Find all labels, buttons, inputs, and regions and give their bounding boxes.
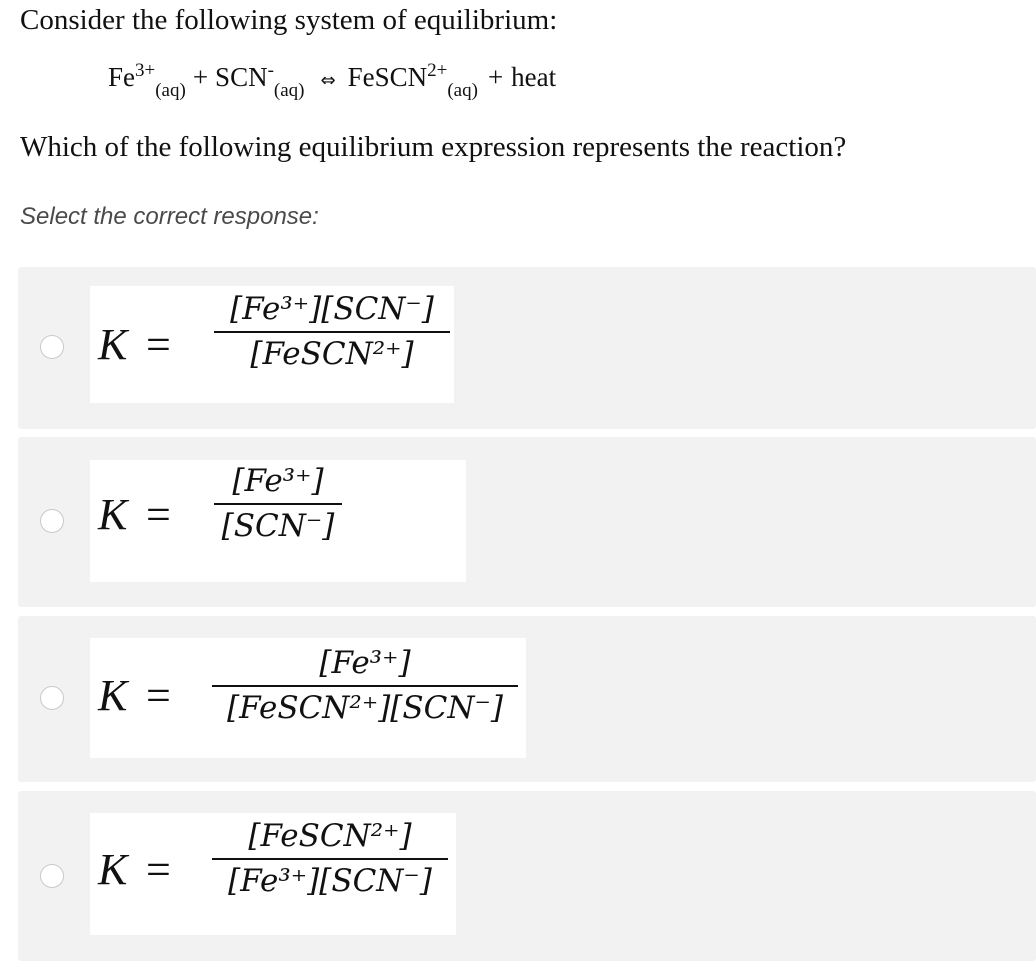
fraction: [214, 292, 450, 371]
k-symbol: K: [98, 320, 128, 369]
k-symbol: K: [98, 671, 128, 720]
fraction-bar: [212, 685, 518, 687]
reactant-scn-charge: -: [267, 60, 274, 81]
numerator: [Fe³⁺][SCN⁻]: [230, 291, 434, 327]
reactant-scn-symbol: SCN: [215, 62, 268, 92]
k-symbol: K: [98, 490, 128, 539]
formula-option-4: [90, 813, 456, 935]
product-heat: heat: [511, 62, 557, 92]
product-fescn: [347, 60, 478, 101]
reaction-equation: [108, 62, 556, 114]
response-instruction: Select the correct response:: [20, 203, 319, 230]
plus-sign: +: [192, 62, 209, 92]
radio-button-option-4[interactable]: [40, 864, 64, 888]
question-prompt: Which of the following equilibrium expression represents the reaction?: [20, 131, 847, 163]
reactant-fe-charge: 3+: [135, 60, 156, 81]
denominator: [SCN⁻]: [221, 508, 335, 545]
reactant-fe-symbol: Fe: [108, 62, 135, 92]
fraction: [212, 646, 518, 725]
product-fescn-state: (aq): [447, 80, 478, 101]
plus-sign: +: [487, 62, 504, 92]
answer-option-3[interactable]: [18, 616, 1036, 782]
radio-button-option-3[interactable]: [40, 686, 64, 710]
denominator: [FeSCN²⁺][SCN⁻]: [227, 690, 503, 727]
product-fescn-symbol: FeSCN: [347, 62, 428, 92]
formula-option-1: [90, 286, 454, 403]
equals-sign: =: [146, 320, 171, 369]
equals-sign: =: [146, 671, 171, 720]
equals-sign: =: [146, 490, 171, 539]
formula-option-3: [90, 638, 526, 758]
denominator: [FeSCN²⁺]: [250, 336, 414, 373]
reactant-fe-state: (aq): [155, 80, 186, 101]
numerator: [Fe³⁺]: [319, 645, 411, 681]
denominator: [Fe³⁺][SCN⁻]: [228, 863, 432, 900]
equilibrium-arrow-icon: ⇔: [320, 70, 336, 91]
equals-sign: =: [146, 845, 171, 894]
numerator: [Fe³⁺]: [232, 463, 324, 499]
answer-option-2[interactable]: [18, 437, 1036, 607]
radio-button-option-2[interactable]: [40, 509, 64, 533]
reactant-fe: [108, 60, 186, 101]
product-fescn-charge: 2+: [427, 60, 448, 81]
question-intro: Consider the following system of equilibrium:: [20, 4, 558, 36]
formula-option-2: [90, 460, 466, 582]
answer-option-4[interactable]: [18, 791, 1036, 961]
k-symbol: K: [98, 845, 128, 894]
radio-button-option-1[interactable]: [40, 335, 64, 359]
fraction-bar: [214, 503, 342, 505]
reactant-scn-state: (aq): [273, 80, 305, 101]
reactant-scn: [215, 60, 305, 101]
answer-option-1[interactable]: [18, 267, 1036, 429]
fraction: [214, 464, 342, 543]
numerator: [FeSCN²⁺]: [248, 818, 412, 854]
fraction: [212, 819, 448, 898]
fraction-bar: [214, 331, 450, 333]
fraction-bar: [212, 858, 448, 860]
